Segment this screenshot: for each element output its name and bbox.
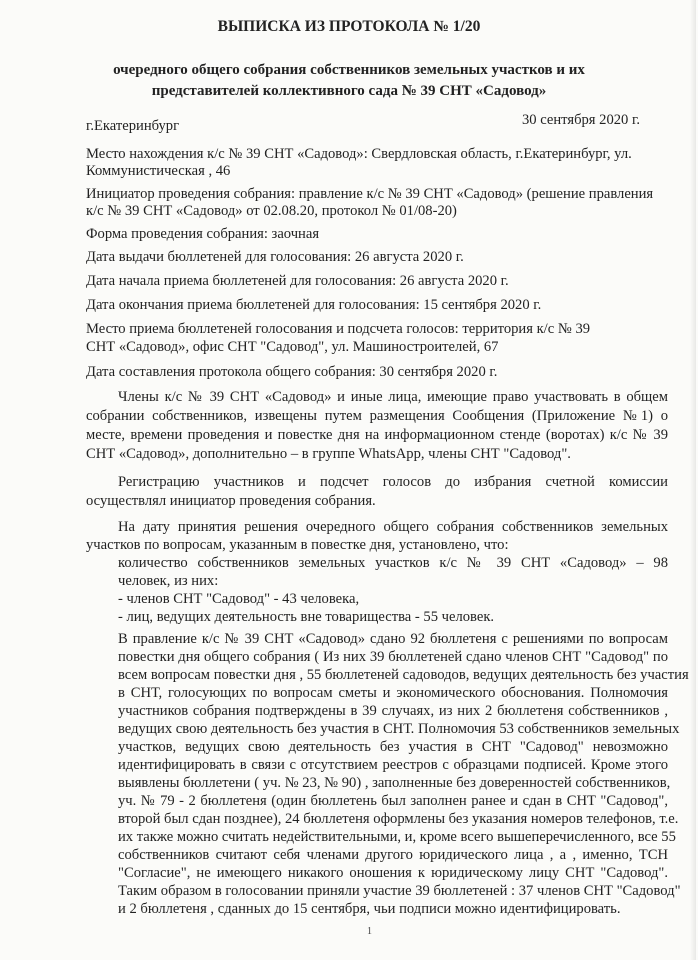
date-text: 30 сентября 2020 г.: [522, 112, 640, 128]
paragraph-4-line-12: их также можно считать недействительными, и, кроме всего вышеперечисленного, все 55: [118, 829, 676, 845]
field-initiator-line-2: к/с № 39 СНТ «Садовод» от 02.08.20, протокол № 01/08-20): [86, 203, 457, 219]
paragraph-4-line-16: и 2 бюллетеня , сданных до 15 сентября, чьи подписи можно идентифицировать.: [118, 901, 621, 917]
paragraph-3-line-2: участков по вопросам, указанным в повестке дня, установлено, что:: [86, 537, 509, 553]
page-edge-shadow: [690, 0, 696, 960]
document-title: ВЫПИСКА ИЗ ПРОТОКОЛА № 1/20: [217, 18, 481, 35]
field-vote-place-line-2: СНТ «Садовод», офис СНТ "Садовод", ул. Машиностроителей, 67: [86, 339, 499, 355]
paragraph-4-line-13: собственников считают себя членами другого юридического лица , а , именно, ТСН: [118, 847, 668, 863]
paragraph-3-line-3: количество собственников земельных участков к/с № 39 СНТ «Садовод» – 98: [118, 555, 668, 571]
paragraph-4-line-1: В правление к/с № 39 СНТ «Садовод» сдано 92 бюллетеня с решениями по вопросам: [118, 631, 668, 647]
paragraph-4-line-6: ведущих свою деятельность без участия в СНТ. Полномочия 53 собственников земельных: [118, 721, 680, 737]
paragraph-4-line-8: идентифицировать в связи с отсутствием реестров с образцами подписей. Кроме этого: [118, 757, 668, 773]
paragraph-3-line-1: На дату принятия решения очередного общего собрания собственников земельных: [118, 519, 668, 535]
field-protocol-date: Дата составления протокола общего собрания: 30 сентября 2020 г.: [86, 364, 498, 380]
place-text: г.Екатеринбург: [86, 118, 180, 134]
paragraph-1-line-3: месте, времени проведения и повестке дня на информационном стенде (воротах) к/с № 39: [86, 427, 668, 443]
field-start-date: Дата начала приема бюллетеней для голосования: 26 августа 2020 г.: [86, 273, 509, 289]
field-initiator-line-1: Инициатор проведения собрания: правление к/с № 39 СНТ «Садовод» (решение правления: [86, 186, 654, 202]
paragraph-4-line-5: участников собрания подтверждены в 39 случаях, из них 2 бюллетеня собственников ,: [118, 703, 668, 719]
paragraph-2-line-1: Регистрацию участников и подсчет голосов до избрания счетной комиссии: [118, 474, 668, 490]
field-end-date: Дата окончания приема бюллетеней для голосования: 15 сентября 2020 г.: [86, 297, 542, 313]
paragraph-4-line-9: выявлены бюллетени ( уч. № 23, № 90) , заполненные без доверенностей собственников,: [118, 775, 671, 791]
paragraph-4-line-2: повестки дня общего собрания ( Из них 39 бюллетеней сдано членов СНТ "Садовод" по: [118, 649, 668, 665]
paragraph-1-line-1: Члены к/с № 39 СНТ «Садовод» и иные лица, имеющие право участвовать в общем: [118, 389, 668, 405]
field-issue-date: Дата выдачи бюллетеней для голосования: 26 августа 2020 г.: [86, 249, 464, 265]
document-subtitle-line-2: представителей коллективного сада № 39 СНТ «Садовод»: [151, 83, 547, 99]
field-location-line-2: Коммунистическая , 46: [86, 163, 231, 179]
document-subtitle-line-1: очередного общего собрания собственников земельных участков и их: [113, 62, 585, 78]
paragraph-4-line-10: уч. № 79 - 2 бюллетеня (один бюллетень был заполнен ранее и сдан в СНТ "Садовод",: [118, 793, 668, 809]
paragraph-1-line-4: СНТ «Садовод», дополнительно – в группе WhatsApp, члены СНТ "Садовод".: [86, 446, 571, 462]
paragraph-4-line-15: Таким образом в голосовании приняли участие 39 бюллетеней : 37 членов СНТ "Садовод": [118, 883, 681, 899]
paragraph-4-line-11: второй был сдан позднее), 24 бюллетеня оформлены без указания номеров телефонов, т.е.: [118, 811, 679, 827]
paragraph-4-line-14: "Согласие", не имеющего никакого оношения к юридическому лицу СНТ "Садовод".: [118, 865, 668, 881]
paragraph-3-line-6: - лиц, ведущих деятельность вне товарищества - 55 человек.: [118, 609, 495, 625]
paragraph-4-line-7: участков, ведущих свою деятельность без участия в СНТ "Садовод" невозможно: [118, 739, 668, 755]
paragraph-2-line-2: осуществлял инициатор проведения собрания.: [86, 493, 376, 509]
paragraph-4-line-4: в СНТ, голосующих по вопросам сметы и экономического обоснования. Полномочия: [118, 685, 668, 701]
field-form: Форма проведения собрания: заочная: [86, 226, 320, 242]
paragraph-3-line-5: - членов СНТ "Садовод" - 43 человека,: [118, 591, 360, 607]
field-vote-place-line-1: Место приема бюллетеней голосования и подсчета голосов: территория к/с № 39: [86, 321, 591, 337]
field-location-line-1: Место нахождения к/с № 39 СНТ «Садовод»: Свердловская область, г.Екатеринбург, ул.: [86, 146, 632, 162]
page-number: 1: [367, 926, 372, 937]
paragraph-3-line-4: человек, из них:: [118, 573, 219, 589]
paragraph-1-line-2: собрании собственников, извещены путем размещения Сообщения (Приложение №1) о: [86, 408, 668, 424]
paragraph-4-line-3: всем вопросам повестки дня , 55 бюллетеней садоводов, ведущих деятельность без участия: [118, 667, 689, 683]
